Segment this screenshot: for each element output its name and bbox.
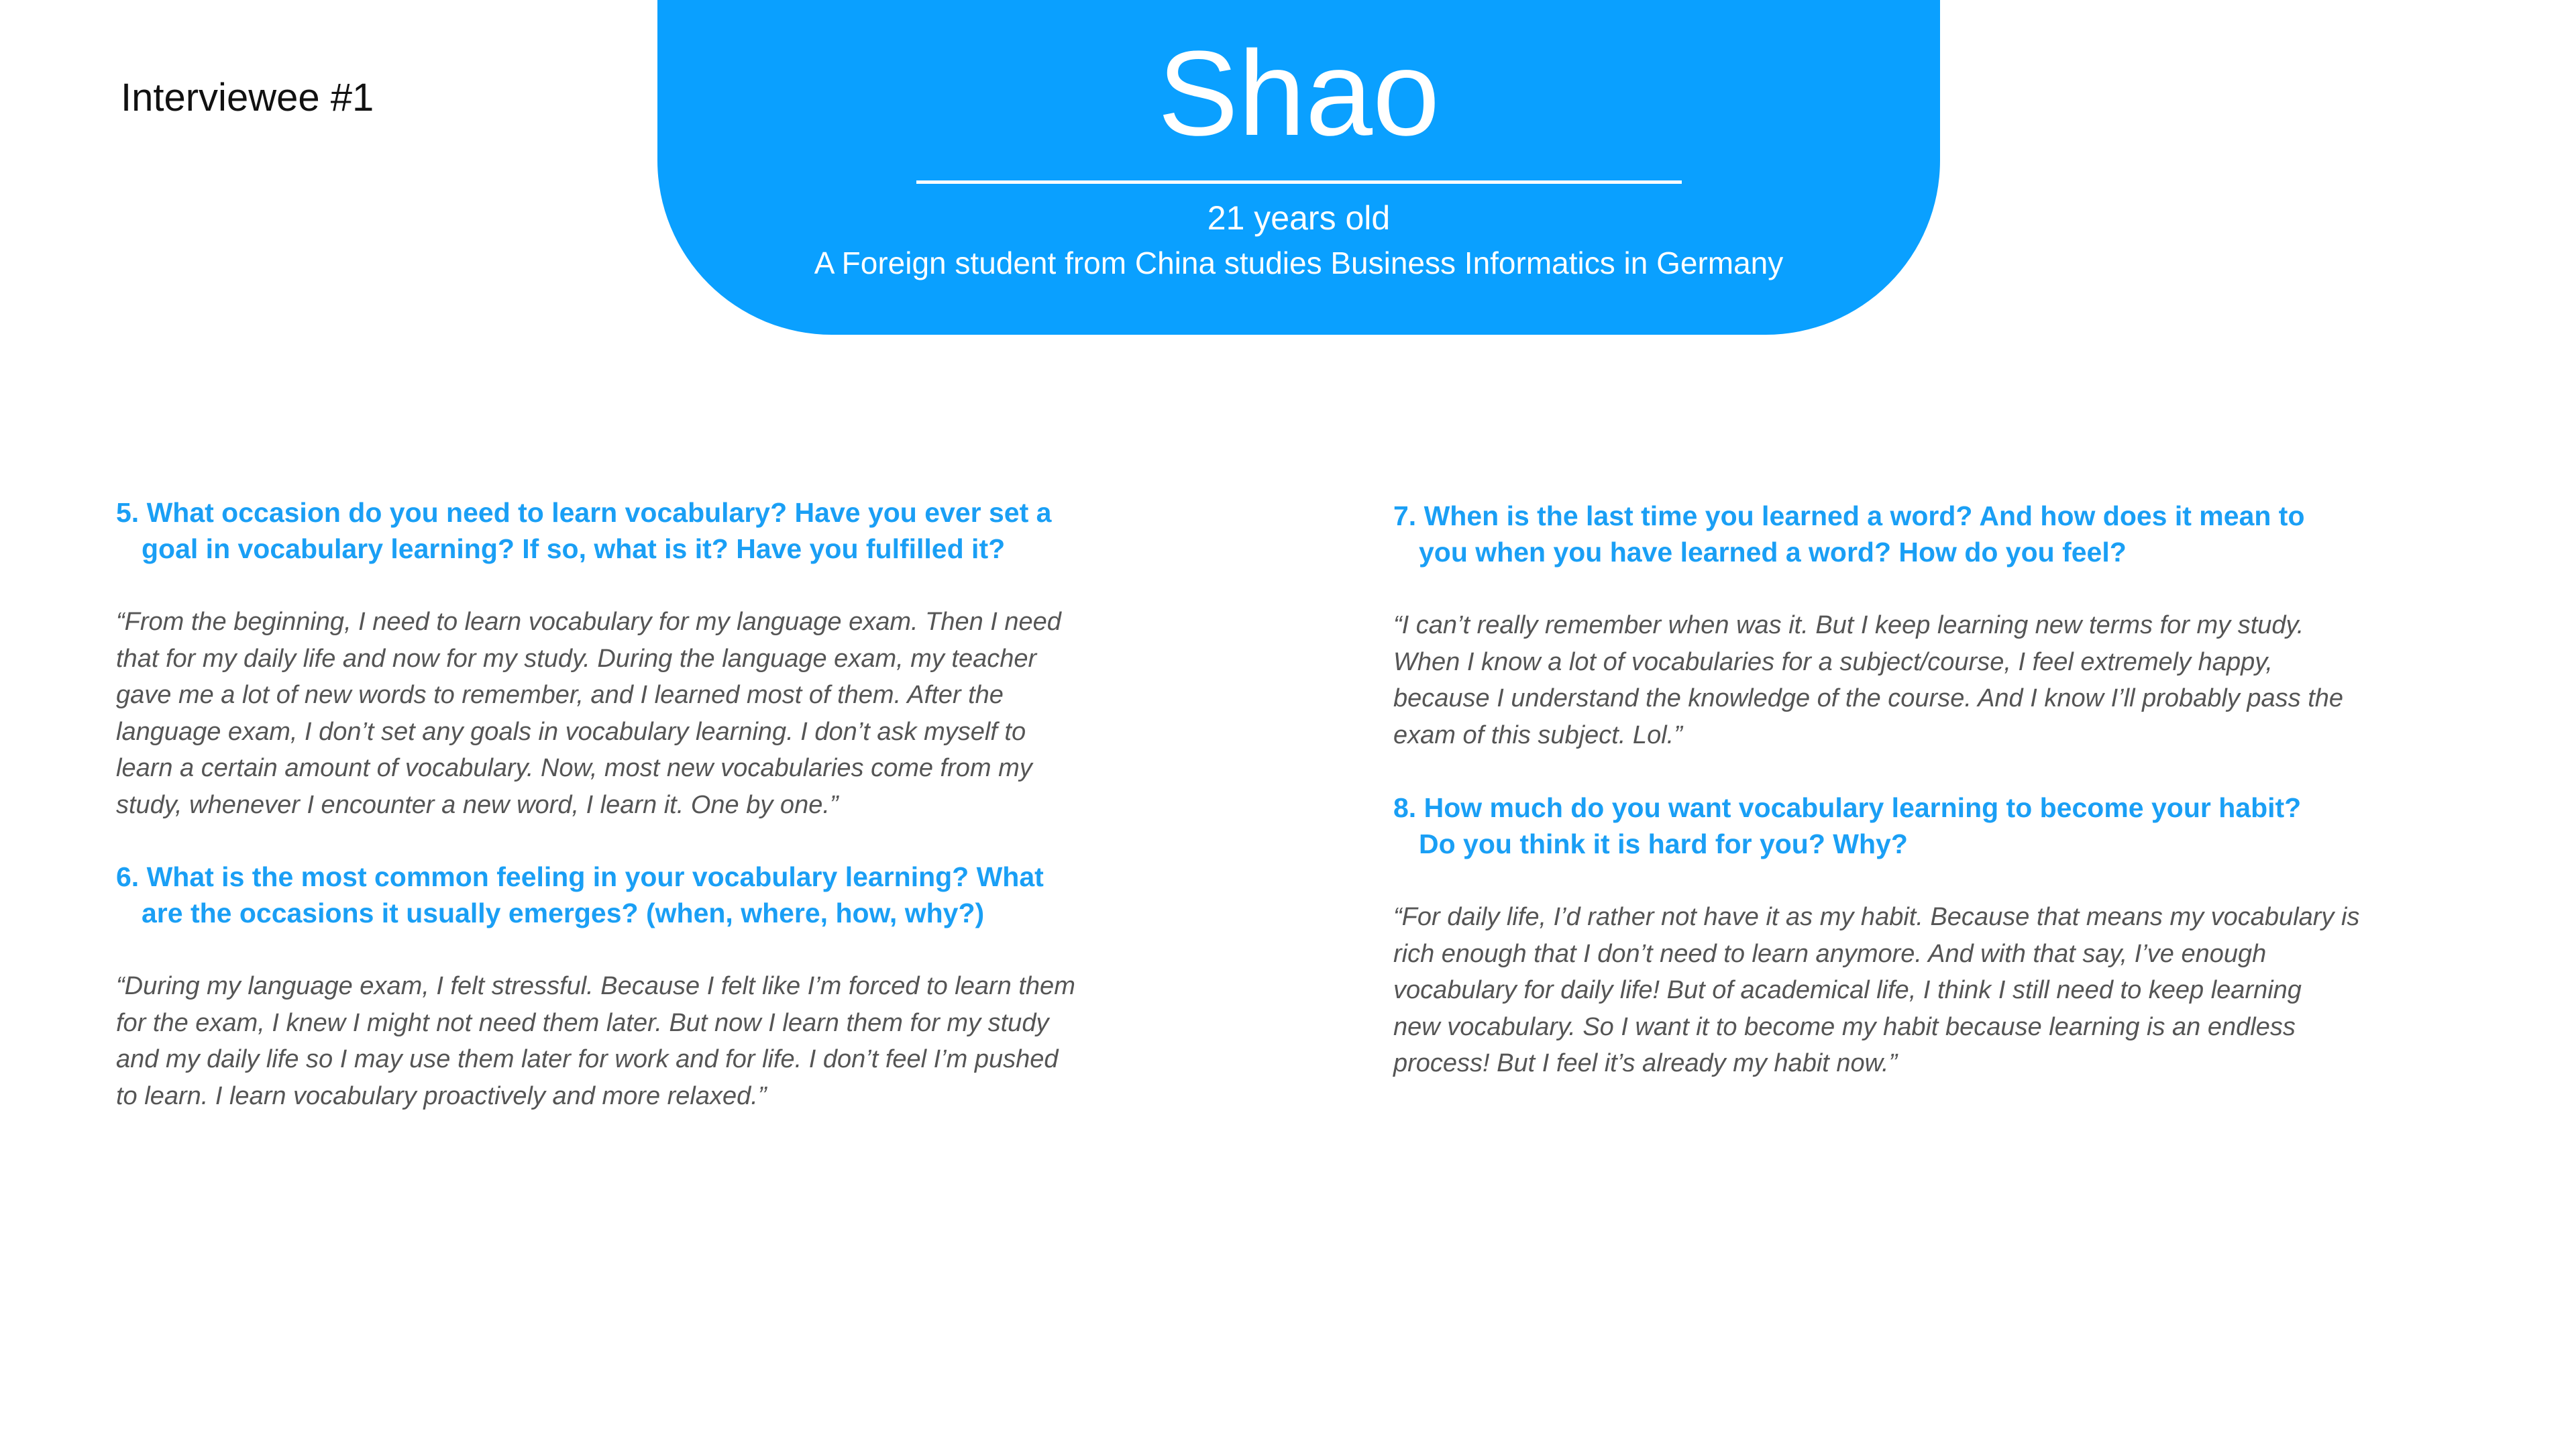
answer-line: for the exam, I knew I might not need them later. But now I learn them for my study bbox=[116, 1008, 1049, 1037]
answer-line: new vocabulary. So I want it to become my habit because learning is an endless bbox=[1393, 1012, 2296, 1041]
answer-line: When I know a lot of vocabularies for a subject/course, I feel extremely happy, bbox=[1393, 647, 2273, 676]
answer-line: language exam, I don’t set any goals in vocabulary learning. I don’t ask myself to bbox=[116, 717, 1026, 746]
answer-7 bbox=[1393, 607, 2343, 753]
question-block-7 bbox=[1393, 498, 2343, 753]
interviewee-label: Interviewee #1 bbox=[121, 76, 374, 119]
question-line: goal in vocabulary learning? If so, what is it? Have you fulfilled it? bbox=[142, 533, 1006, 564]
answer-line: “During my language exam, I felt stressful. Because I felt like I’m forced to learn them bbox=[116, 972, 1075, 1000]
answer-line: study, whenever I encounter a new word, I learn it. One by one.” bbox=[116, 790, 839, 819]
answer-5 bbox=[116, 604, 1061, 823]
profile-header bbox=[657, 0, 1940, 335]
question-line: you when you have learned a word? How do you feel? bbox=[1419, 537, 2127, 568]
question-block-5 bbox=[116, 494, 1061, 823]
question-block-6 bbox=[116, 859, 1075, 1114]
answer-line: because I understand the knowledge of the course. And I know I’ll probably pass the bbox=[1393, 684, 2344, 712]
question-7 bbox=[1393, 498, 2343, 570]
answer-line: “I can’t really remember when was it. But I keep learning new terms for my study. bbox=[1393, 611, 2304, 639]
answer-line: exam of this subject. Lol.” bbox=[1393, 720, 1682, 749]
divider bbox=[916, 180, 1682, 184]
answer-line: rich enough that I don’t need to learn anymore. And with that say, I’ve enough bbox=[1393, 939, 2267, 968]
answer-line: to learn. I learn vocabulary proactively and more relaxed.” bbox=[116, 1081, 767, 1110]
answer-line: learn a certain amount of vocabulary. Now, most new vocabularies come from my bbox=[116, 754, 1032, 782]
question-line: 5. What occasion do you need to learn vocabulary? Have you ever set a bbox=[116, 497, 1052, 528]
answer-line: “From the beginning, I need to learn vocabulary for my language exam. Then I need bbox=[116, 608, 1061, 636]
question-line: Do you think it is hard for you? Why? bbox=[1419, 828, 1908, 859]
interviewee-description: A Foreign student from China studies Business Informatics in Germany bbox=[814, 246, 1784, 280]
answer-line: that for my daily life and now for my study. During the language exam, my teacher bbox=[116, 644, 1037, 673]
question-line: 7. When is the last time you learned a word? And how does it mean to bbox=[1393, 500, 2305, 531]
answer-6 bbox=[116, 968, 1075, 1114]
answer-line: gave me a lot of new words to remember, and I learned most of them. After the bbox=[116, 681, 1004, 709]
question-8 bbox=[1393, 790, 2359, 862]
answer-line: process! But I feel it’s already my habit now.” bbox=[1393, 1049, 1898, 1077]
interviewee-name: Shao bbox=[1157, 26, 1440, 161]
answer-line: vocabulary for daily life! But of academical life, I think I still need to keep learning bbox=[1393, 976, 2302, 1004]
answer-line: “For daily life, I’d rather not have it as my habit. Because that means my vocabulary is bbox=[1393, 903, 2360, 931]
answer-line: and my daily life so I may use them later for work and for life. I don’t feel I’m pushed bbox=[116, 1045, 1059, 1073]
question-6 bbox=[116, 859, 1075, 931]
interviewee-age: 21 years old bbox=[1207, 199, 1391, 237]
question-line: are the occasions it usually emerges? (when, where, how, why?) bbox=[142, 898, 985, 928]
question-line: 6. What is the most common feeling in your vocabulary learning? What bbox=[116, 861, 1044, 892]
answer-8 bbox=[1393, 899, 2359, 1082]
question-block-8 bbox=[1393, 790, 2359, 1082]
question-5 bbox=[116, 494, 1061, 567]
question-line: 8. How much do you want vocabulary learning to become your habit? bbox=[1393, 792, 2302, 823]
